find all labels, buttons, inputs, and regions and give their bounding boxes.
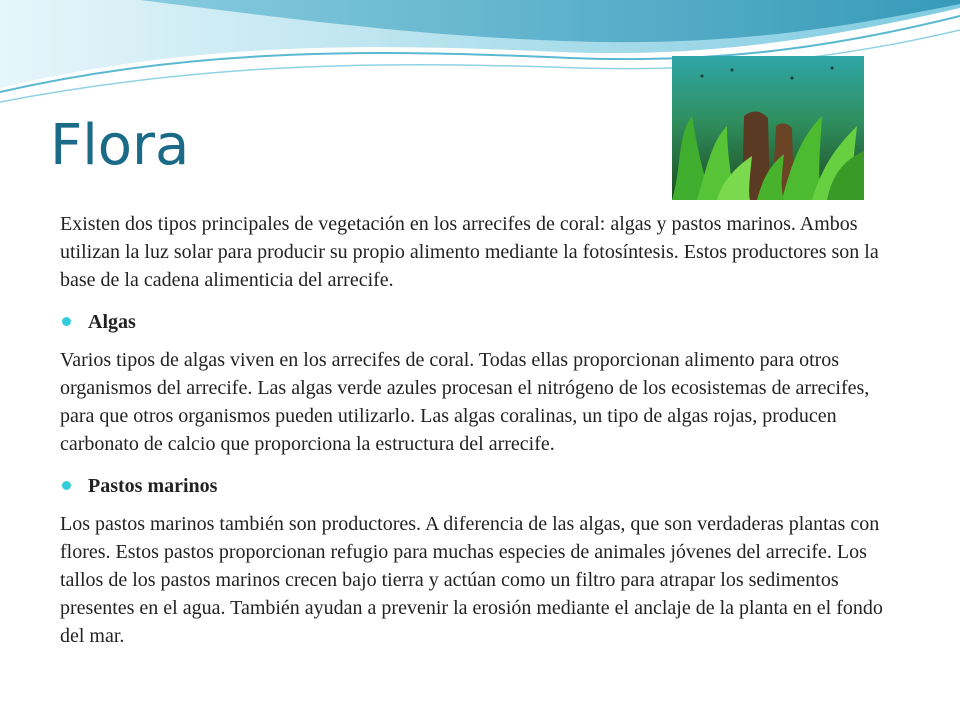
slide-title: Flora — [50, 113, 190, 178]
intro-paragraph: Existen dos tipos principales de vegetación en los arrecifes de coral: algas y pastos marinos. Ambos utilizan la luz solar para producir su propio alimento mediante la fotosíntesis. Estos productores son la base de la cadena alimenticia del arrecife. — [60, 213, 879, 291]
seaweed-photo — [672, 56, 864, 200]
algas-paragraph: Varios tipos de algas viven en los arrecifes de coral. Todas ellas proporcionan alimento para otros organismos del arrecife. Las algas verde azules procesan el nitrógeno de los ecosistemas de arrecifes, para que otros organismos pueden utilizarlo. Las algas coralinas, un tipo de algas rojas, producen carbonato de calcio que proporciona la estructura del arrecife. — [60, 349, 870, 455]
bullet-algas — [60, 308, 900, 336]
bullet-dot — [62, 317, 71, 326]
slide-body — [60, 210, 900, 664]
bullet-dot — [62, 481, 71, 490]
bullet-algas-label: Algas — [88, 311, 136, 333]
bullet-pastos-marinos-label: Pastos marinos — [88, 475, 218, 497]
pastos-marinos-paragraph: Los pastos marinos también son productores. A diferencia de las algas, que son verdaderas plantas con flores. Estos pastos proporcionan refugio para muchas especies de animales jóvenes del arrecife. Los tallos de los pastos marinos crecen bajo tierra y actúan como un filtro para atrapar los sedimentos presentes en el agua. También ayudan a prevenir la erosión mediante el anclaje de la planta en el fondo del mar. — [60, 513, 883, 647]
bullet-pastos-marinos — [60, 472, 900, 500]
